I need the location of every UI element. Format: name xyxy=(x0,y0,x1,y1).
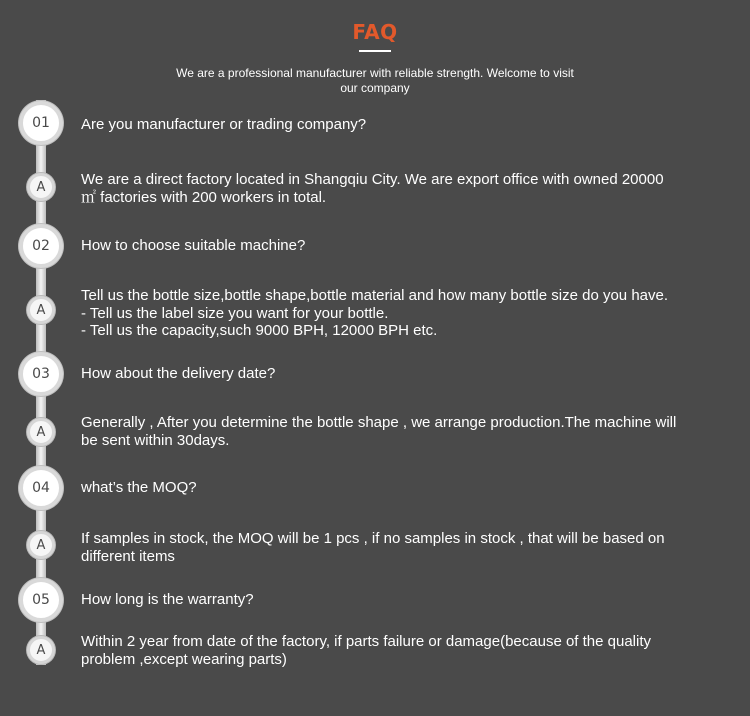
answer-line: Within 2 year from date of the factory, if parts failure or damage(because of the quality xyxy=(81,633,652,650)
answer-line: ㎡ factories with 200 workers in total. xyxy=(81,188,327,206)
question-text: How long is the warranty? xyxy=(81,591,254,608)
answer-badge: A xyxy=(27,173,55,201)
title-underline xyxy=(359,50,391,52)
subtitle-line: We are a professional manufacturer with reliable strength. Welcome to visit xyxy=(176,66,574,80)
question-number-badge: 05 xyxy=(19,578,63,622)
subtitle-line: our company xyxy=(340,81,410,95)
answer-line: be sent within 30days. xyxy=(81,431,230,449)
question-number-badge: 04 xyxy=(19,466,63,510)
question-text: How about the delivery date? xyxy=(81,365,276,382)
question-text: Are you manufacturer or trading company? xyxy=(81,116,367,133)
answer-line: Generally , After you determine the bottle shape , we arrange production.The machine will xyxy=(81,414,677,431)
question-text: How to choose suitable machine? xyxy=(81,237,306,254)
answer-text xyxy=(81,530,665,565)
question-number-badge: 02 xyxy=(19,224,63,268)
answer-text xyxy=(81,171,664,206)
answer-badge: A xyxy=(27,418,55,446)
answer-badge: A xyxy=(27,636,55,664)
answer-line: We are a direct factory located in Shangqiu City. We are export office with owned 20000 xyxy=(81,171,664,188)
page-subtitle xyxy=(160,66,590,96)
answer-line: different items xyxy=(81,547,175,565)
answer-badge: A xyxy=(27,531,55,559)
answer-line: - Tell us the label size you want for your bottle. xyxy=(81,304,389,322)
question-number-badge: 01 xyxy=(19,101,63,145)
answer-badge: A xyxy=(27,296,55,324)
answer-text xyxy=(81,287,668,340)
answer-text xyxy=(81,633,651,668)
answer-line: problem ,except wearing parts) xyxy=(81,650,287,668)
answer-line: Tell us the bottle size,bottle shape,bottle material and how many bottle size do you have. xyxy=(81,287,669,304)
answer-text xyxy=(81,414,676,449)
question-number-badge: 03 xyxy=(19,352,63,396)
page-title: FAQ xyxy=(352,20,398,44)
answer-line: - Tell us the capacity,such 9000 BPH, 12000 BPH etc. xyxy=(81,322,438,339)
answer-line: If samples in stock, the MOQ will be 1 pcs , if no samples in stock , that will be based on xyxy=(81,530,665,547)
question-text: what’s the MOQ? xyxy=(81,479,197,496)
